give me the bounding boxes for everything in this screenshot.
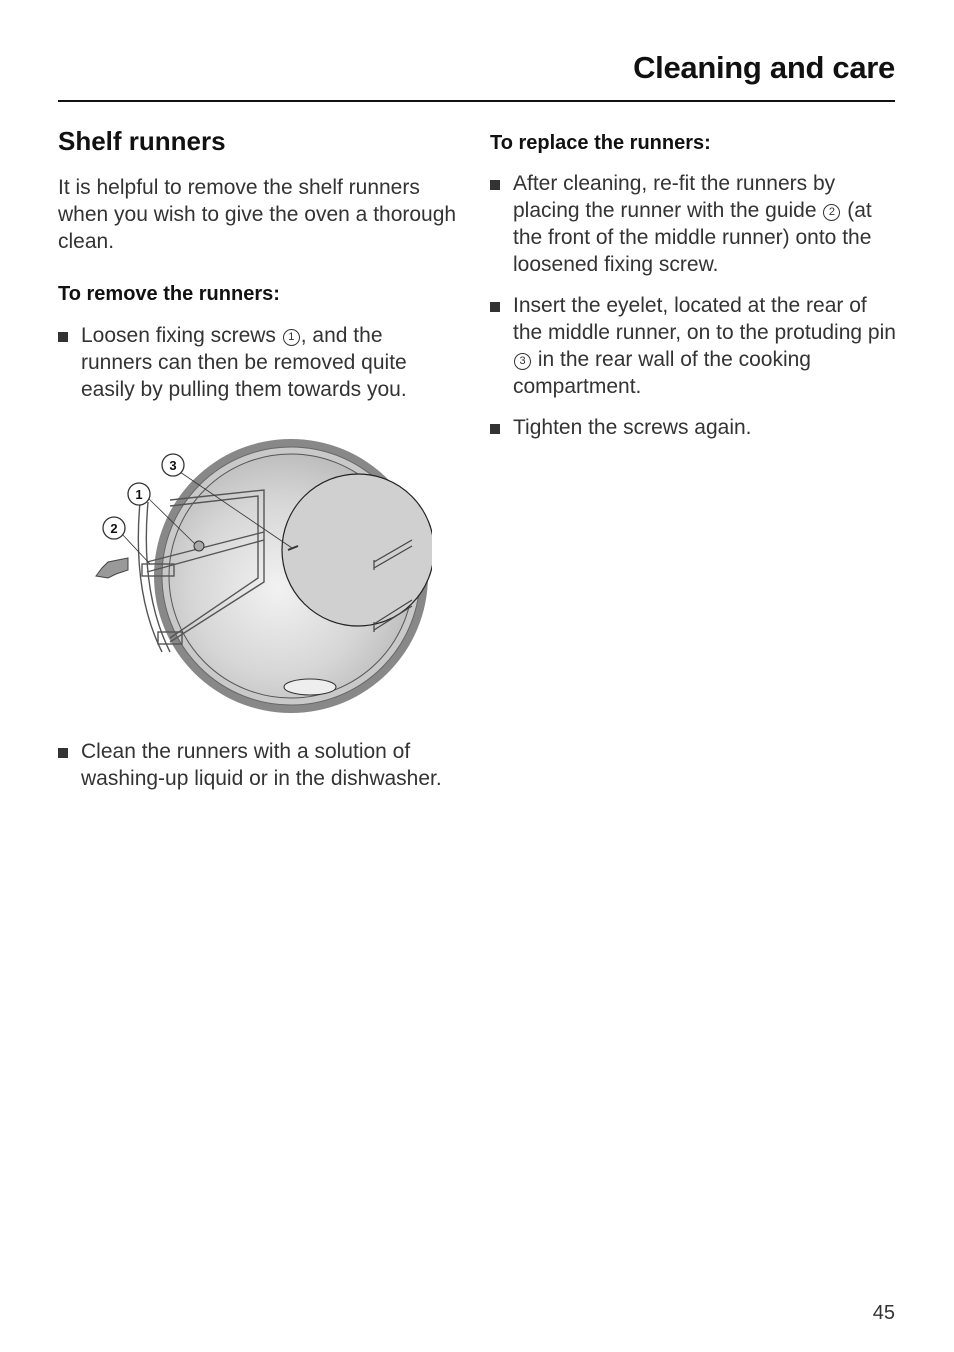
oven-cavity-drawing bbox=[92, 432, 432, 722]
replace-step-2-before: Insert the eyelet, located at the rear of the middle runner, on to the protuding pin bbox=[513, 294, 896, 344]
pull-arrow-icon bbox=[96, 558, 128, 578]
page-header-title: Cleaning and care bbox=[633, 50, 895, 85]
remove-heading: To remove the runners: bbox=[58, 283, 280, 305]
callout-marker: 1 bbox=[283, 329, 300, 346]
intro-paragraph: It is helpful to remove the shelf runners when you wish to give the oven a thorough clean. bbox=[58, 176, 457, 253]
left-column-lower bbox=[58, 738, 458, 792]
rear-wall bbox=[282, 474, 432, 626]
remove-step-2-text: Clean the runners with a solution of washing-up liquid or in the dishwasher. bbox=[81, 740, 442, 790]
replace-step-2-after: in the rear wall of the cooking compartment. bbox=[513, 348, 811, 398]
bullet-square-icon bbox=[58, 748, 68, 758]
bottom-vent bbox=[284, 679, 336, 695]
remove-step-2 bbox=[58, 738, 458, 792]
remove-step-1 bbox=[58, 322, 458, 403]
replace-step-3-text: Tighten the screws again. bbox=[513, 416, 752, 439]
callout-label-3: 3 bbox=[169, 458, 177, 473]
fixing-screw-icon bbox=[194, 541, 204, 551]
replace-heading: To replace the runners: bbox=[490, 132, 711, 154]
remove-step-1-after: , and the runners can then be removed quite easily by pulling them towards you. bbox=[81, 324, 407, 401]
replace-step-1-after: (at the front of the middle runner) onto the loosened fixing screw. bbox=[513, 199, 872, 276]
callout-marker: 2 bbox=[823, 204, 840, 221]
right-column bbox=[490, 130, 900, 441]
page-number: 45 bbox=[872, 1302, 895, 1324]
header-rule bbox=[58, 100, 895, 102]
remove-step-1-before: Loosen fixing screws bbox=[81, 324, 282, 347]
bullet-square-icon bbox=[490, 424, 500, 434]
callout-label-1: 1 bbox=[135, 487, 143, 502]
bullet-square-icon bbox=[490, 180, 500, 190]
replace-step-3 bbox=[490, 414, 900, 441]
bullet-square-icon bbox=[58, 332, 68, 342]
oven-runner-illustration bbox=[92, 432, 432, 722]
left-column bbox=[58, 124, 458, 403]
replace-step-2 bbox=[490, 292, 900, 400]
callout-marker: 3 bbox=[514, 353, 531, 370]
bullet-square-icon bbox=[490, 302, 500, 312]
section-title: Shelf runners bbox=[58, 126, 226, 156]
callout-label-2: 2 bbox=[110, 521, 118, 536]
replace-step-1 bbox=[490, 170, 900, 278]
replace-step-1-before: After cleaning, re-fit the runners by placing the runner with the guide bbox=[513, 172, 836, 222]
